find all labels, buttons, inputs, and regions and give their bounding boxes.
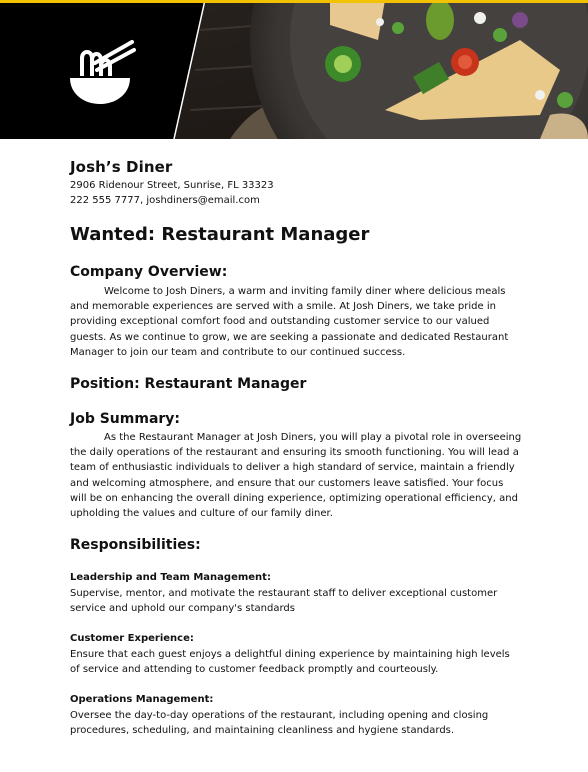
header-banner [0, 0, 588, 139]
responsibility-text: Supervise, mentor, and motivate the restaurant staff to deliver exceptional customer service and uphold our company's standards [70, 588, 498, 615]
banner-graphic [0, 0, 588, 139]
overview-heading: Company Overview: [70, 264, 228, 280]
responsibility-title: Leadership and Team Management: [70, 572, 271, 583]
company-contact: 222 555 7777, joshdiners@email.com [70, 195, 260, 206]
position-heading: Position: Restaurant Manager [70, 376, 307, 392]
responsibilities-heading: Responsibilities: [70, 537, 201, 553]
company-name: Josh’s Diner [70, 158, 173, 176]
responsibility-text: Oversee the day-to-day operations of the restaurant, including opening and closing procedures, scheduling, and maintaining cleanliness and hygiene standards. [70, 710, 489, 737]
company-address: 2906 Ridenour Street, Sunrise, FL 33323 [70, 180, 274, 191]
responsibility-title: Customer Experience: [70, 633, 194, 644]
responsibility-text: Ensure that each guest enjoys a delightful dining experience by maintaining high levels of service and attending to customer feedback promptly and courteously. [70, 649, 510, 676]
summary-text: As the Restaurant Manager at Josh Diners, you will play a pivotal role in overseeing the daily operations of the restaurant and ensuring its smooth functioning. You will lead a team of enthusiastic individuals to deliver a high standard of service, maintain a friendly and welcoming atmosphere, and ensure that our customers leave satisfied. Your focus will be on enhancing the overall dining experience, optimizing operational efficiency, and upholding the values and culture of our family diner. [70, 432, 522, 520]
responsibility-title: Operations Management: [70, 694, 214, 705]
summary-heading: Job Summary: [70, 411, 181, 427]
overview-text: Welcome to Josh Diners, a warm and inviting family diner where delicious meals and memorable experiences are served with a smile. At Josh Diners, we take pride in providing exceptional comfort food and outstanding customer service to our valued guests. As we continue to grow, we are seeking a passionate and dedicated Restaurant Manager to join our team and contribute to our continued success. [70, 286, 509, 358]
page-title: Wanted: Restaurant Manager [70, 224, 370, 245]
